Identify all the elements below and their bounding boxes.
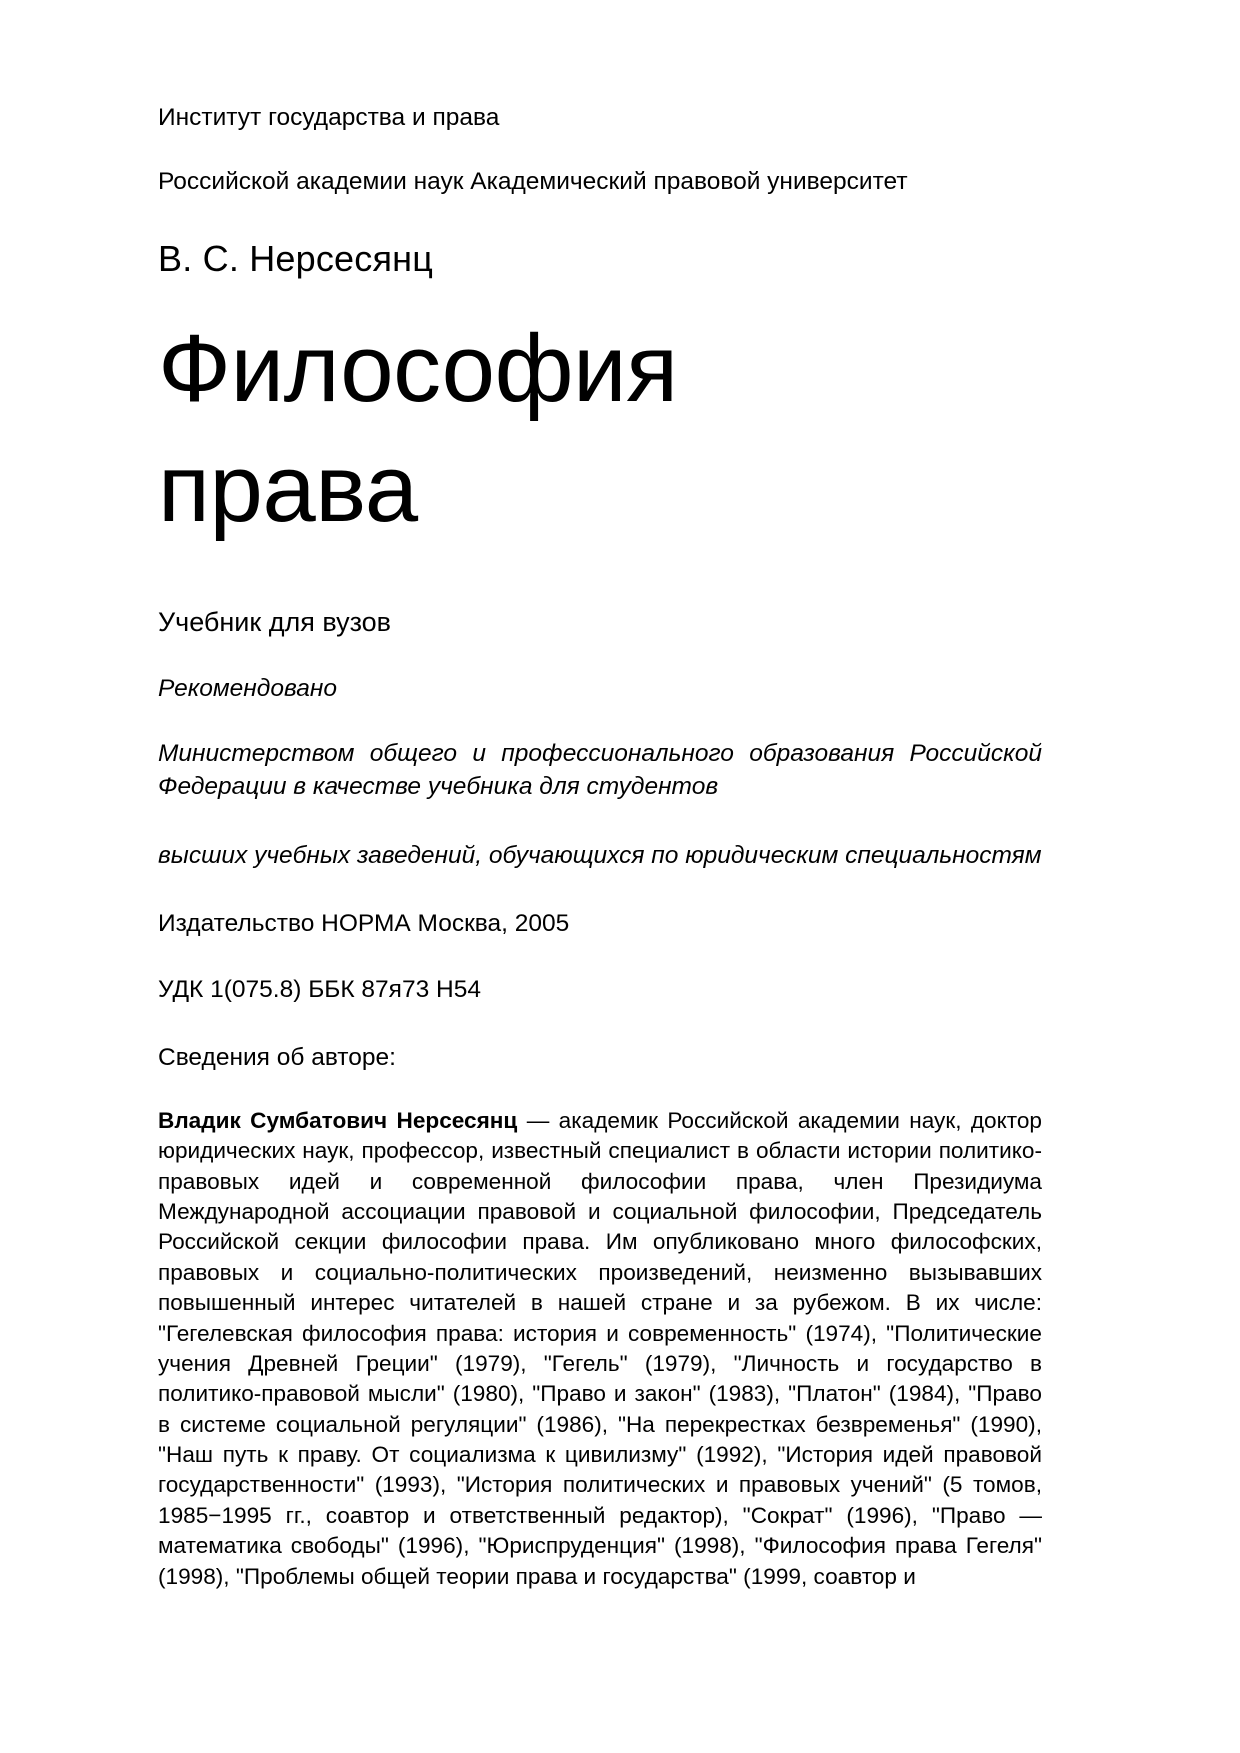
recommendation-body-part-2: высших учебных заведений, обучающихся по юридическим специальностям — [158, 841, 1042, 869]
page-title-line-1: Философия — [158, 315, 678, 423]
affiliation-line-2: Российской академии наук Академический правовой университет — [158, 167, 908, 195]
about-author-body: — академик Российской академии наук, доктор юридических наук, профессор, известный специалист в области истории политико-правовых идей и современной философии права, член Президиума Международной ассоциации правовой и социальной философии, Председатель Российской секции философии права. Им опубликовано много философских, правовых и социально-политических произведений, неизменно вызывавших повышенный интерес читателей в нашей стране и за рубежом. В их числе: "Гегелевская философия права: история и современность" (1974), "Политические учения Древней Греции" (1979), "Гегель" (1979), "Личность и государство в политико-правовой мысли" (1980), "Право и закон" (1983), "Платон" (1984), "Право в системе социальной регуляции" (1986), "На перекрестках безвременья" (1990), "Наш путь к праву. От социализма к цивилизму" (1992), "История идей правовой государственности" (1993), "История политических и правовых учений" (5 томов, 1985−1995 гг., соавтор и ответственный редактор), "Сократ" (1996), "Право — математика свободы" (1996), "Юриспруденция" (1998), "Философия права Гегеля" (1998), "Проблемы общей теории права и государства" (1999, соавтор и — [158, 1107, 1042, 1589]
publisher-line: Издательство НОРМА Москва, 2005 — [158, 910, 570, 938]
page-title-line-2: права — [158, 434, 418, 542]
recommendation-heading: Рекомендовано — [158, 674, 337, 702]
affiliation-line-1: Институт государства и права — [158, 104, 500, 131]
about-author-heading: Сведения об авторе: — [158, 1044, 396, 1072]
page-content-column — [158, 0, 1042, 1615]
author-name: В. С. Нерсесянц — [158, 238, 434, 280]
about-author-paragraph — [158, 1106, 1042, 1592]
page-title — [158, 317, 1042, 540]
recommendation-body-part-1: Министерством общего и профессионального образования Российской Федерации в качестве учебника для студентов — [158, 740, 1042, 801]
about-author-name: Владик Сумбатович Нерсесянц — [158, 1107, 518, 1133]
subtitle: Учебник для вузов — [158, 606, 392, 637]
udk-bbk-line: УДК 1(075.8) ББК 87я73 Н54 — [158, 975, 481, 1003]
